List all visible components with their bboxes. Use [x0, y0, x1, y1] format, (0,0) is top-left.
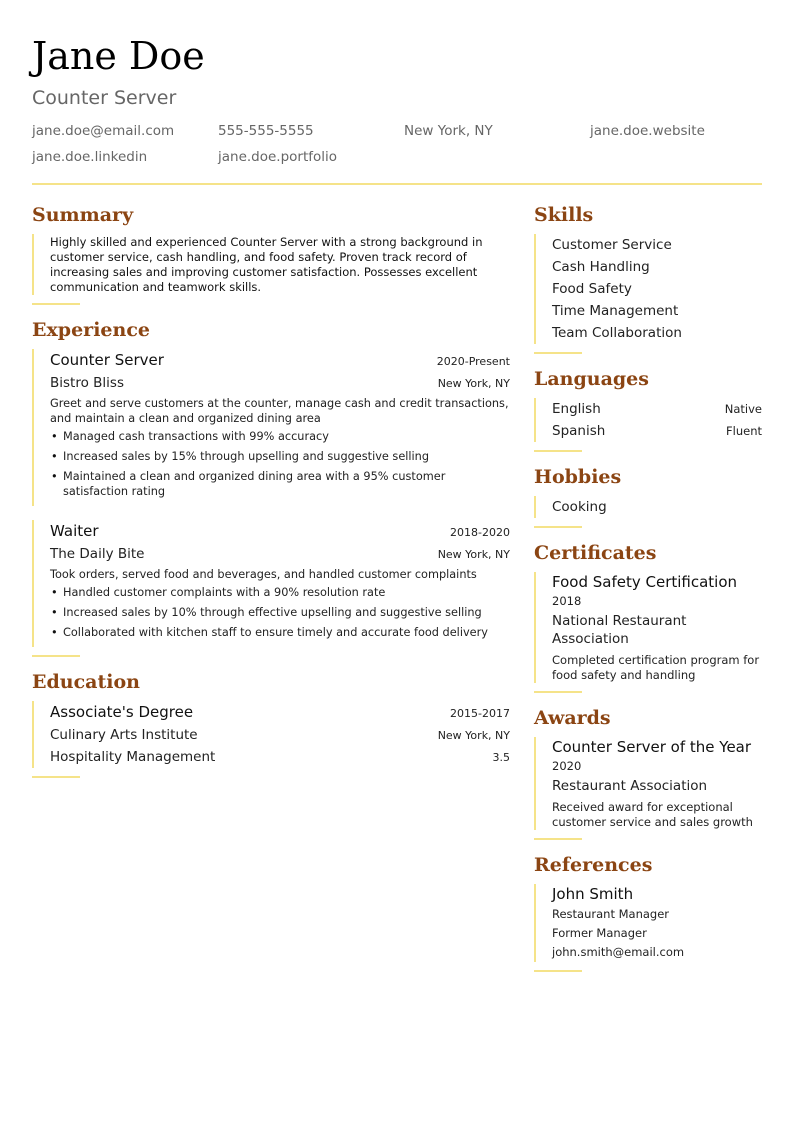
experience-company: Bistro Bliss	[50, 375, 124, 391]
experience-heading: Experience	[32, 319, 150, 341]
hobbies-heading: Hobbies	[534, 466, 622, 488]
contact-email[interactable]: jane.doe@email.com	[32, 123, 175, 139]
skill-item: Team Collaboration	[552, 325, 682, 341]
experience-entry	[32, 349, 510, 506]
education-field: Hospitality Management	[50, 749, 216, 765]
award-description: Received award for exceptional customer service and sales growth	[552, 800, 753, 829]
experience-dates: 2018-2020	[450, 526, 510, 539]
education-entry-subheader	[50, 724, 510, 746]
left-column	[32, 202, 510, 984]
languages-section	[534, 366, 762, 452]
hobbies-list	[534, 496, 762, 518]
reference-name: John Smith	[552, 885, 634, 903]
certificate-year: 2018	[552, 594, 582, 608]
certificate-org: National Restaurant Association	[552, 613, 687, 647]
experience-bullet: • Managed cash transactions with 99% accuracy	[50, 429, 510, 444]
education-entry-header	[50, 701, 510, 724]
experience-bullet: • Handled customer complaints with a 90% resolution rate	[50, 585, 510, 600]
certificate-entry	[534, 572, 762, 683]
summary-text: Highly skilled and experienced Counter Server with a strong background in customer service, cash handling, and food safety. Proven track record of increasing sales and improving customer satisfaction. Possesses excellent communication and teamwork skills.	[50, 235, 483, 294]
experience-bullets	[50, 429, 510, 499]
summary-body	[32, 234, 510, 295]
education-entry-footer	[50, 746, 510, 768]
experience-section	[32, 317, 510, 657]
language-item	[552, 420, 762, 442]
skill-item: Time Management	[552, 303, 679, 319]
education-gpa: 3.5	[492, 751, 510, 764]
reference-role: Former Manager	[552, 926, 647, 940]
experience-bullet: • Increased sales by 15% through upselling and suggestive selling	[50, 449, 510, 464]
education-location: New York, NY	[437, 729, 510, 742]
job-title: Counter Server	[32, 87, 177, 109]
language-item	[552, 398, 762, 420]
references-section	[534, 852, 762, 972]
certificates-heading: Certificates	[534, 542, 657, 564]
hobby-item: Cooking	[552, 499, 607, 515]
section-divider	[534, 450, 582, 452]
education-entry	[32, 701, 510, 768]
experience-entry-header	[50, 520, 510, 543]
education-school: Culinary Arts Institute	[50, 727, 198, 743]
reference-entry	[534, 884, 762, 962]
certificates-section	[534, 540, 762, 693]
skill-item: Customer Service	[552, 237, 672, 253]
section-divider	[32, 776, 80, 778]
section-divider	[32, 655, 80, 657]
experience-bullet: • Increased sales by 10% through effective upselling and suggestive selling	[50, 605, 510, 620]
experience-dates: 2020-Present	[436, 355, 510, 368]
skills-heading: Skills	[534, 204, 594, 226]
education-dates: 2015-2017	[450, 707, 510, 720]
contact-info	[32, 122, 762, 167]
experience-description: Took orders, served food and beverages, and handled customer complaints	[50, 568, 477, 581]
summary-section	[32, 202, 510, 305]
award-year: 2020	[552, 759, 582, 773]
reference-company: Restaurant Manager	[552, 907, 670, 921]
skill-item: Food Safety	[552, 281, 632, 297]
skills-section	[534, 202, 762, 354]
summary-heading: Summary	[32, 204, 134, 226]
experience-bullet: • Maintained a clean and organized dining area with a 95% customer satisfaction rating	[50, 469, 510, 499]
experience-entry	[32, 520, 510, 647]
right-column	[534, 202, 762, 984]
contact-phone[interactable]: 555-555-5555	[218, 123, 314, 139]
experience-entry-subheader	[50, 372, 510, 394]
education-degree: Associate's Degree	[50, 703, 194, 721]
awards-heading: Awards	[534, 707, 611, 729]
award-entry	[534, 737, 762, 830]
content-columns	[32, 202, 762, 984]
language-name: Spanish	[552, 423, 606, 439]
references-heading: References	[534, 854, 653, 876]
skills-list	[534, 234, 762, 344]
section-divider	[534, 970, 582, 972]
education-heading: Education	[32, 671, 140, 693]
certificate-description: Completed certification program for food safety and handling	[552, 653, 760, 682]
contact-location: New York, NY	[404, 123, 493, 139]
experience-title: Counter Server	[50, 351, 164, 369]
candidate-name: Jane Doe	[32, 34, 205, 78]
contact-linkedin[interactable]: jane.doe.linkedin	[32, 149, 148, 165]
award-org: Restaurant Association	[552, 778, 708, 794]
experience-title: Waiter	[50, 522, 99, 540]
experience-location: New York, NY	[437, 377, 510, 390]
awards-section	[534, 705, 762, 840]
experience-entry-header	[50, 349, 510, 372]
contact-portfolio[interactable]: jane.doe.portfolio	[218, 149, 338, 165]
language-name: English	[552, 401, 601, 417]
hobbies-section	[534, 464, 762, 528]
experience-location: New York, NY	[437, 548, 510, 561]
section-divider	[534, 526, 582, 528]
section-divider	[534, 838, 582, 840]
header-divider	[32, 183, 762, 185]
certificate-name: Food Safety Certification	[552, 573, 738, 591]
language-level: Fluent	[726, 424, 762, 438]
award-name: Counter Server of the Year	[552, 738, 752, 756]
languages-list	[534, 398, 762, 442]
language-level: Native	[724, 402, 762, 416]
experience-entry-subheader	[50, 543, 510, 565]
section-divider	[534, 352, 582, 354]
experience-description: Greet and serve customers at the counter, manage cash and credit transactions, and maintain a clean and organized dining area	[50, 397, 509, 425]
experience-bullets	[50, 585, 510, 640]
section-divider	[534, 691, 582, 693]
reference-email[interactable]: john.smith@email.com	[552, 945, 685, 959]
contact-website[interactable]: jane.doe.website	[590, 123, 705, 139]
section-divider	[32, 303, 80, 305]
experience-bullet: • Collaborated with kitchen staff to ensure timely and accurate food delivery	[50, 625, 510, 640]
skill-item: Cash Handling	[552, 259, 650, 275]
experience-company: The Daily Bite	[50, 546, 145, 562]
education-section	[32, 669, 510, 778]
languages-heading: Languages	[534, 368, 649, 390]
